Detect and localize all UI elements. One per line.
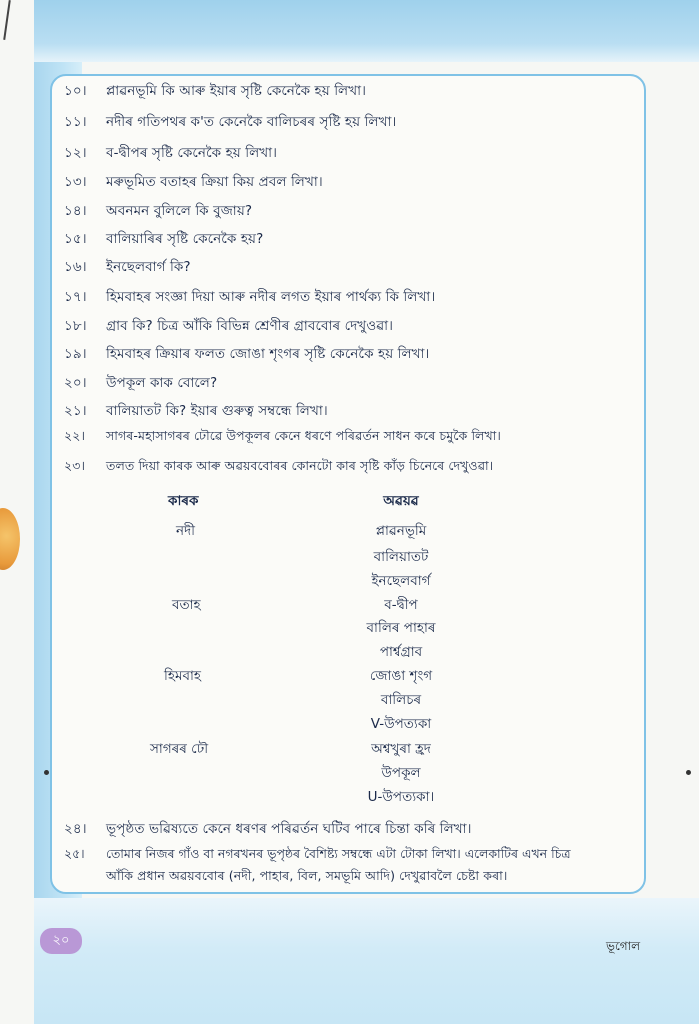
landform-floodplain: প্লাৱনভূমি: [375, 523, 427, 539]
question-17: ১৭। হিমবাহৰ সংজ্ঞা দিয়া আৰু নদীৰ লগত ইয়াৰ পাৰ্থক্য কি লিখা।: [64, 289, 436, 305]
stray-dot: [44, 770, 49, 775]
agent-river: নদী: [176, 523, 196, 539]
question-25-continued: আঁকি প্ৰধান অৱয়ববোৰ (নদী, পাহাৰ, বিল, সমভূমি আদি) দেখুৱাবলৈ চেষ্টা কৰা।: [106, 868, 508, 883]
question-12: ১২। ব-দ্বীপৰ সৃষ্টি কেনেকৈ হয় লিখা।: [64, 145, 278, 161]
question-16: ১৬। ইনছেলবাৰ্গ কি?: [64, 259, 191, 275]
question-11: ১১। নদীৰ গতিপথৰ ক'ত কেনেকৈ বালিচৰৰ সৃষ্টি হয় লিখা।: [64, 114, 397, 130]
orange-sticker: [0, 508, 20, 570]
top-color-band: [34, 0, 699, 62]
landform-oxbow-lake: অশ্বখুৰা হ্ৰদ: [371, 741, 431, 757]
question-24: ২৪। ভূপৃষ্ঠত ভৱিষ্যতে কেনে ধৰণৰ পৰিৱৰ্তন ঘটিব পাৰে চিন্তা কৰি লিখা।: [64, 821, 472, 837]
agent-wind: বতাহ: [172, 597, 201, 613]
bottom-color-band: [34, 898, 699, 1024]
question-25: ২৫। তোমাৰ নিজৰ গাঁও বা নগৰখনৰ ভূপৃষ্ঠৰ বৈশিষ্ট্য সম্বন্ধে এটা টোকা লিখা। এলেকাটিৰ এখন চিত্ৰ: [64, 847, 571, 861]
subject-label: ভূগোল: [606, 939, 641, 953]
question-10: ১০। প্লাৱনভূমি কি আৰু ইয়াৰ সৃষ্টি কেনেকৈ হয় লিখা।: [64, 83, 367, 99]
table-header-agent: কাৰক: [168, 493, 199, 509]
question-21: ২১। বালিয়াতট কি? ইয়াৰ গুৰুত্ব সম্বন্ধে লিখা।: [64, 403, 328, 419]
landform-beach: বালিয়াতট: [373, 549, 429, 565]
question-23: ২৩। তলত দিয়া কাৰক আৰু অৱয়ববোৰৰ কোনটো কাৰ সৃষ্টি কাঁড় চিনেৰে দেখুওৱা।: [64, 458, 494, 473]
stray-dot: [686, 770, 691, 775]
landform-lateral-moraine: পাৰ্শ্বগ্ৰাব: [379, 644, 423, 660]
landform-inselberg: ইনছেলবাৰ্গ: [371, 573, 431, 589]
landform-v-valley: V-উপত্যকা: [370, 716, 432, 732]
landform-u-valley: U-উপত্যকা।: [367, 789, 435, 805]
question-13: ১৩। মৰুভূমিত বতাহৰ ক্ৰিয়া কিয় প্ৰবল লিখা।: [64, 174, 323, 190]
pen-mark: [3, 0, 11, 40]
question-15: ১৫। বালিয়াৰিৰ সৃষ্টি কেনেকৈ হয়?: [64, 231, 264, 247]
question-18: ১৮। গ্ৰাব কি? চিত্ৰ আঁকি বিভিন্ন শ্ৰেণীৰ গ্ৰাববোৰ দেখুওৱা।: [64, 318, 394, 334]
question-22: ২২। সাগৰ-মহাসাগৰৰ ঢৌৱে উপকূলৰ কেনে ধৰণে পৰিৱৰ্তন সাধন কৰে চমুকৈ লিখা।: [64, 428, 501, 443]
question-19: ১৯। হিমবাহৰ ক্ৰিয়াৰ ফলত জোঙা শৃংগৰ সৃষ্টি কেনেকৈ হয় লিখা।: [64, 346, 430, 362]
page-number-badge: ২০: [40, 928, 82, 954]
landform-sandbar: বালিচৰ: [380, 692, 422, 708]
agent-glacier: হিমবাহ: [164, 668, 201, 684]
landform-horn: জোঙা শৃংগ: [369, 668, 433, 684]
landform-delta: ব-দ্বীপ: [384, 597, 418, 613]
landform-sand-dune: বালিৰ পাহাৰ: [366, 620, 436, 636]
agent-sea-wave: সাগৰৰ ঢৌ: [150, 741, 209, 757]
table-header-landform: অৱয়ৱ: [383, 493, 419, 509]
landform-coast: উপকূল: [381, 765, 421, 781]
question-14: ১৪। অবনমন বুলিলে কি বুজায়?: [64, 203, 253, 219]
question-20: ২০। উপকূল কাক বোলে?: [64, 375, 218, 391]
